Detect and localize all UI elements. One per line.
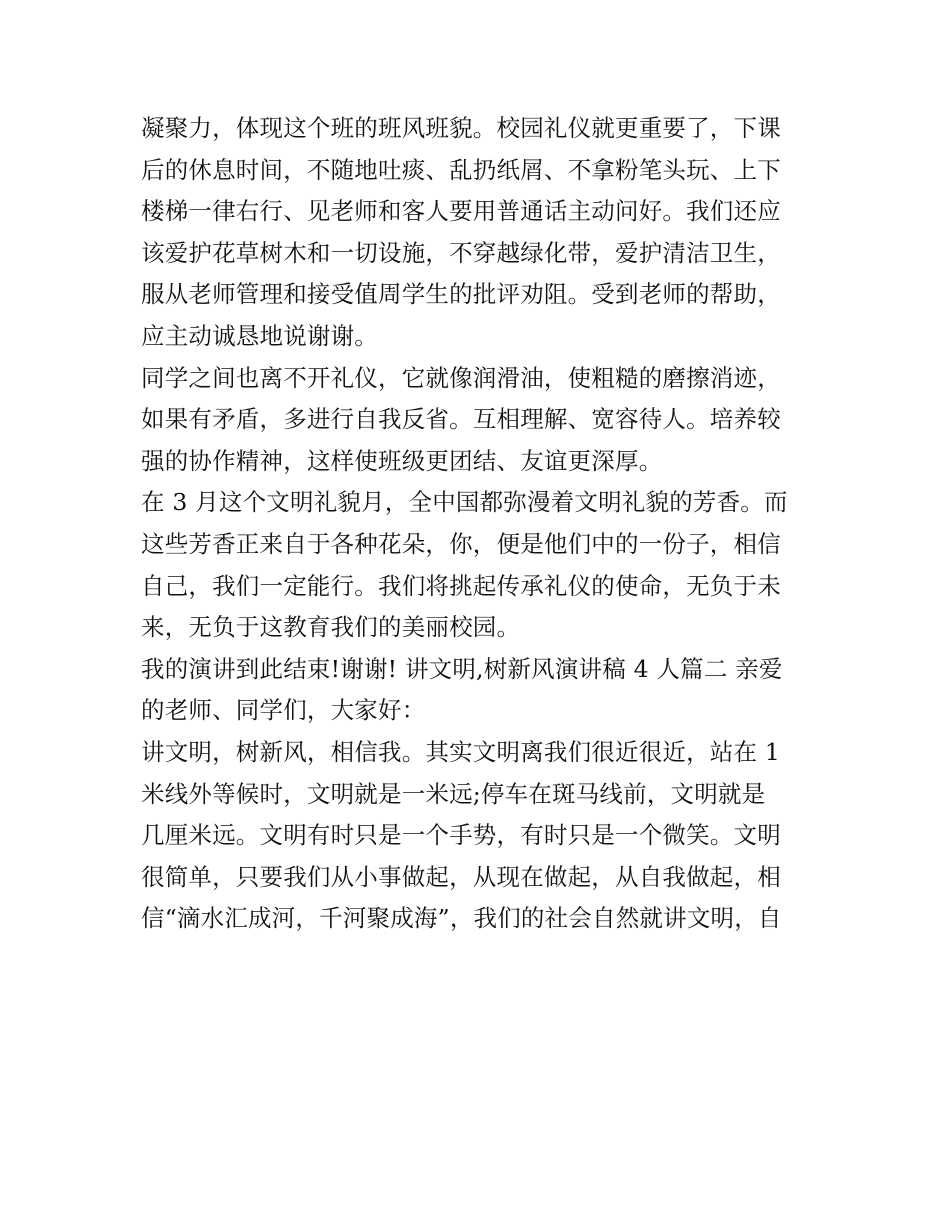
text-line: 讲文明，树新风，相信我。其实文明离我们很近很近，站在 1: [141, 737, 781, 766]
text-line: 凝聚力，体现这个班的班风班貌。校园礼仪就更重要了，下课: [141, 114, 781, 142]
text-line: 同学之间也离不开礼仪，它就像润滑油，使粗糙的磨擦消迹，: [141, 363, 781, 392]
text-line: 很简单，只要我们从小事做起，从现在做起，从自我做起，相: [141, 862, 781, 891]
text-line: 强的协作精神，这样使班级更团结、友谊更深厚。: [141, 446, 663, 475]
text-line: 来，无负于这教育我们的美丽校园。: [141, 613, 521, 642]
text-line: 该爱护花草树木和一切设施，不穿越绿化带，爱护清洁卫生，: [141, 238, 781, 267]
text-line: 这些芳香正来自于各种花朵，你，便是他们中的一份子，相信: [141, 529, 781, 558]
text-line: 如果有矛盾，多进行自我反省。互相理解、宽容待人。培养较: [141, 405, 781, 434]
text-line: 服从老师管理和接受值周学生的批评劝阻。受到老师的帮助，: [141, 280, 781, 309]
text-line: 几厘米远。文明有时只是一个手势，有时只是一个微笑。文明: [141, 821, 781, 850]
text-line: 的老师、同学们，大家好：: [141, 696, 426, 725]
text-line: 在 3 月这个文明礼貌月，全中国都弥漫着文明礼貌的芳香。而: [141, 488, 788, 517]
text-line: 米线外等候时，文明就是一米远;停车在斑马线前，文明就是: [141, 779, 766, 808]
text-line: 自己，我们一定能行。我们将挑起传承礼仪的使命，无负于未: [141, 571, 781, 600]
text-line: 楼梯一律右行、见老师和客人要用普通话主动问好。我们还应: [141, 197, 781, 226]
body-text: [141, 108, 821, 940]
text-line: 信“滴水汇成河，千河聚成海”，我们的社会自然就讲文明，自: [141, 904, 782, 933]
text-line: 我的演讲到此结束!谢谢! 讲文明,树新风演讲稿 4 人篇二 亲爱: [141, 654, 783, 683]
text-line: 后的休息时间，不随地吐痰、乱扔纸屑、不拿粉笔头玩、上下: [141, 155, 781, 184]
text-line: 应主动诚恳地说谢谢。: [141, 321, 378, 350]
